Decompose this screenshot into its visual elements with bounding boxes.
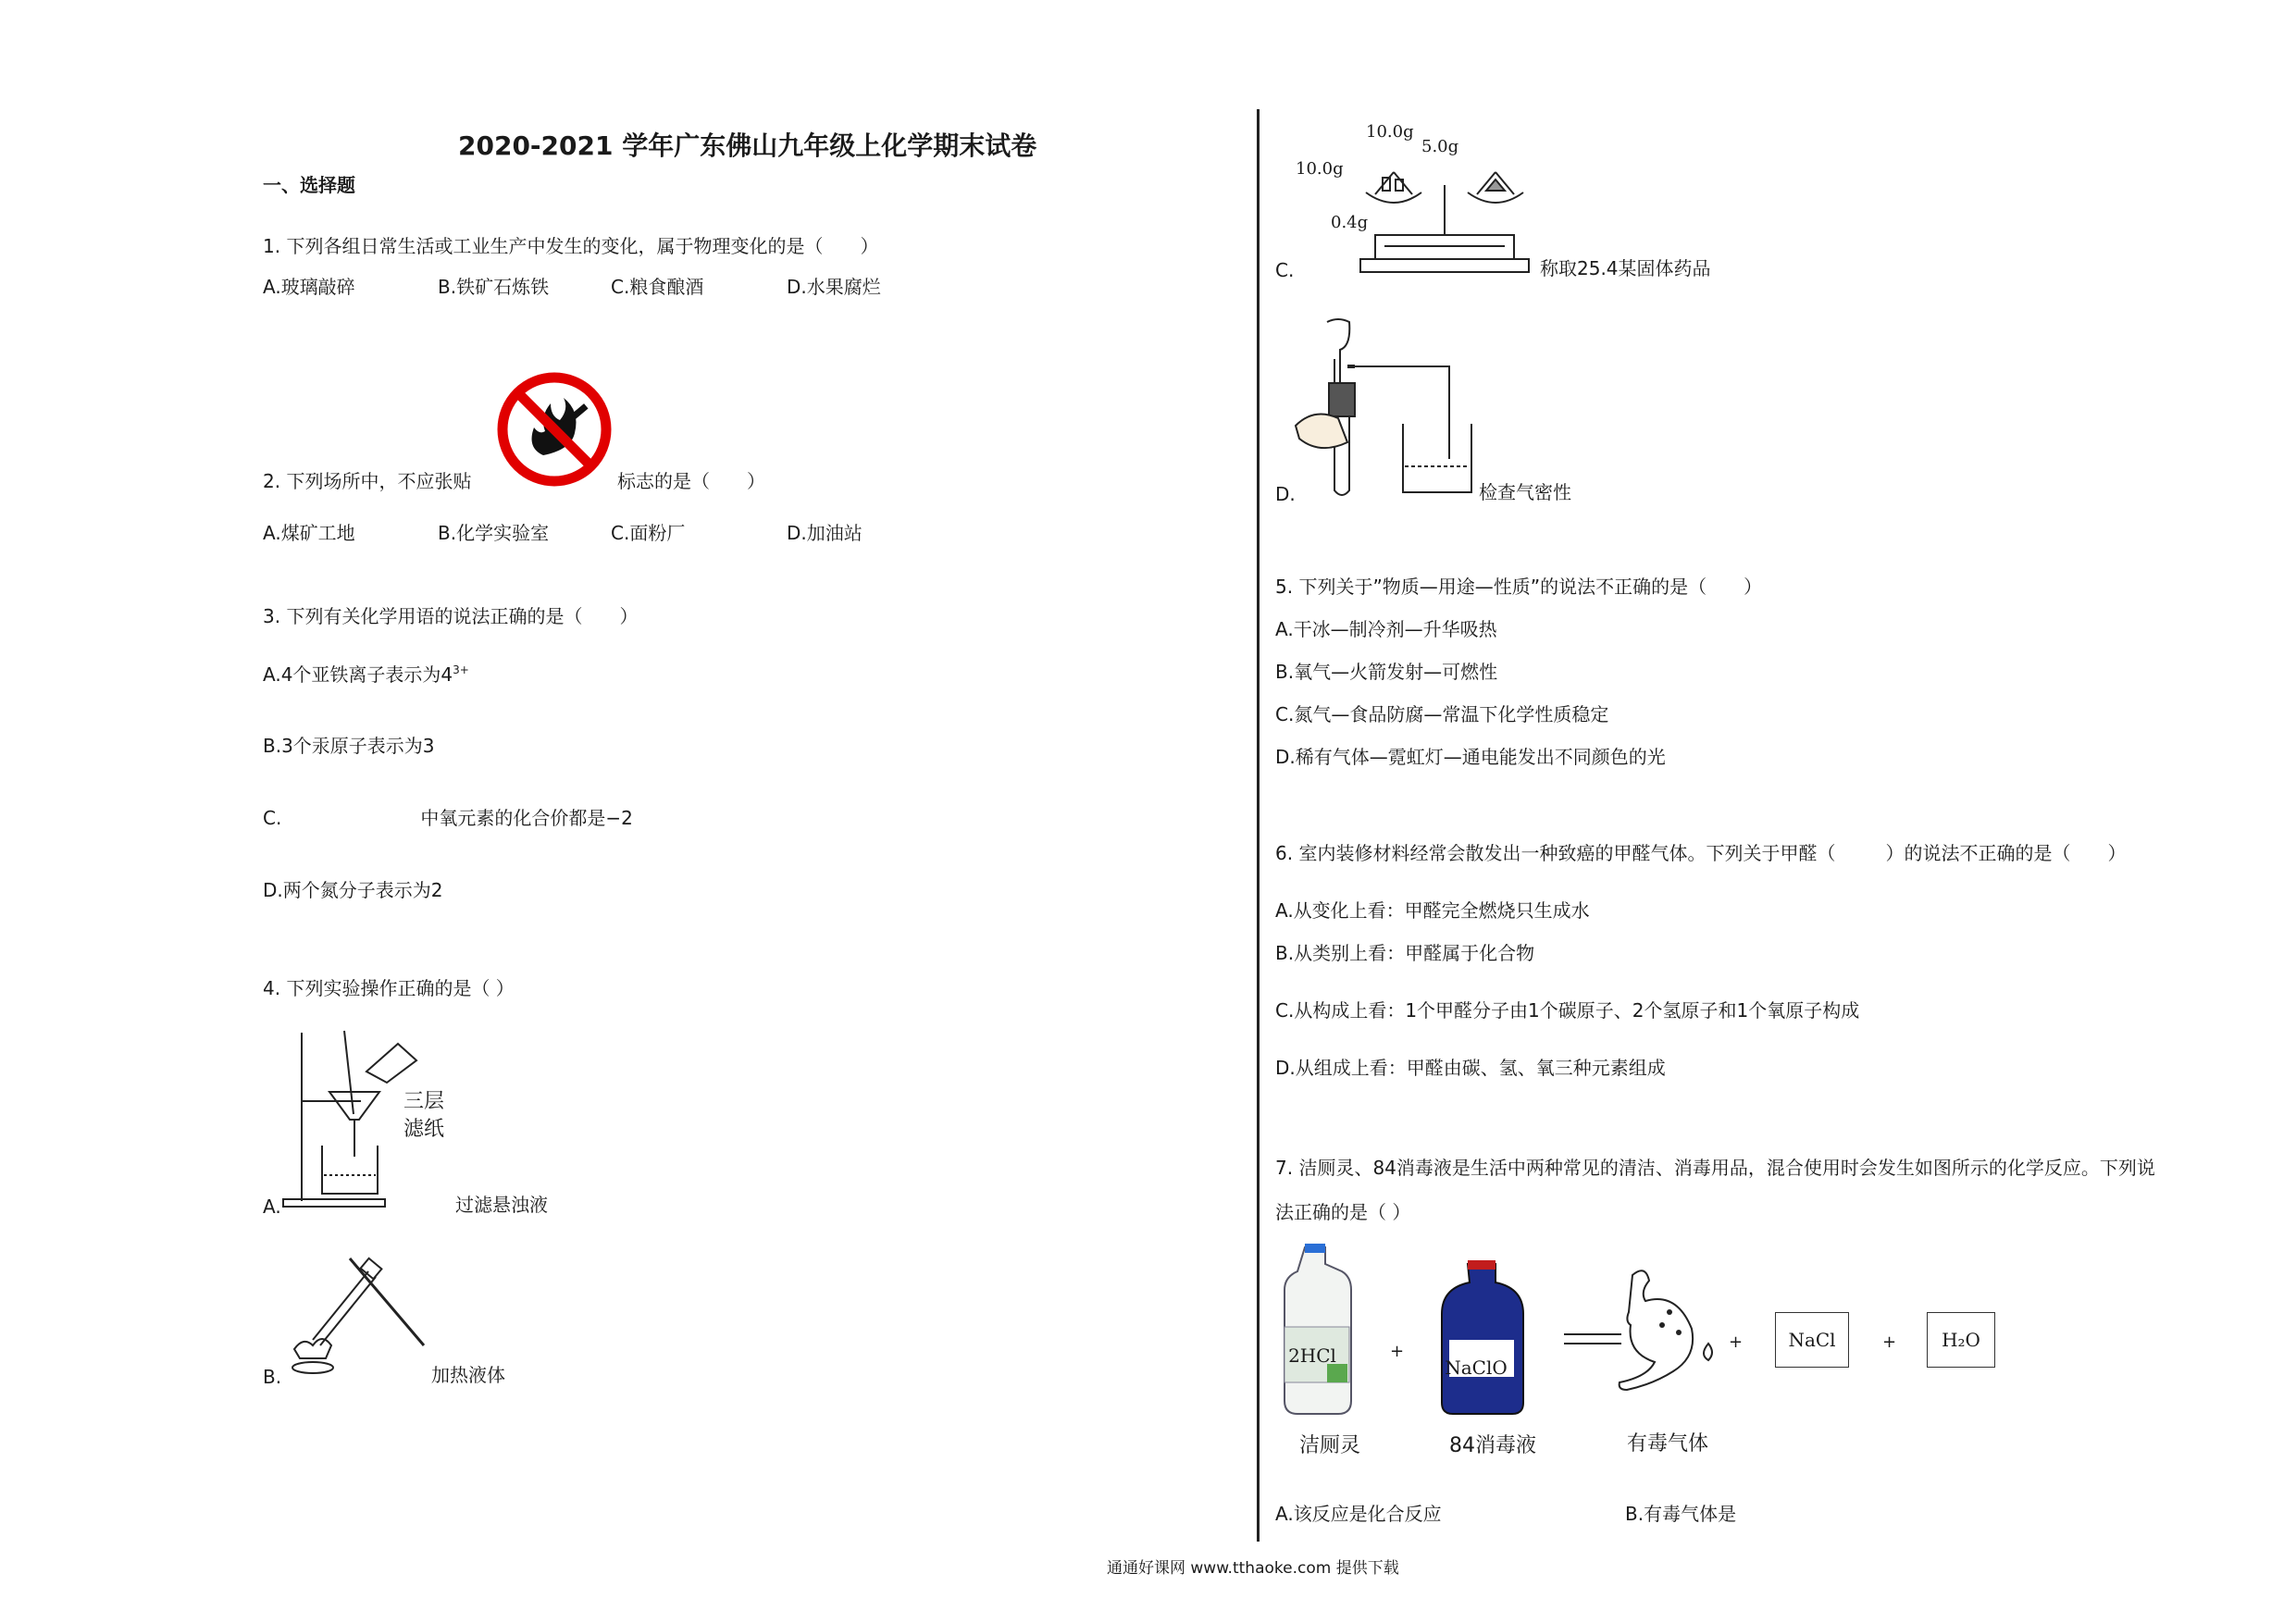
- q5-stem: 5. 下列关于”物质—用途—性质”的说法不正确的是（ ）: [1275, 576, 1763, 598]
- q2-option-b: B.化学实验室: [438, 522, 550, 544]
- page-footer: 通通好课网 www.tthaoke.com 提供下载: [1107, 1559, 1399, 1578]
- q1-option-c: C.粮食酿酒: [611, 276, 704, 298]
- q4-a-letter: A.: [263, 1196, 281, 1218]
- q6-stem-a: 6. 室内装修材料经常会散发出一种致癌的甲醛气体。下列关于甲醛（: [1275, 842, 1836, 864]
- q5-option-c: C.氮气—食品防腐—常温下化学性质稳定: [1275, 703, 1609, 725]
- q4-c-weight-3: 10.0g: [1296, 159, 1344, 179]
- q6-option-a: A.从变化上看：甲醛完全燃烧只生成水: [1275, 899, 1590, 922]
- q7-stem-line-1: 7. 洁厕灵、84消毒液是生活中两种常见的清洁、消毒用品，混合使用时会发生如图所示的化学反应。下列说: [1275, 1157, 2155, 1179]
- q1-stem: 1. 下列各组日常生活或工业生产中发生的变化，属于物理变化的是（ ）: [263, 235, 879, 257]
- q2-option-d: D.加油站: [787, 522, 863, 544]
- reactant-hcl-label: 2HCl: [1288, 1344, 1336, 1367]
- disinfectant-bottle-icon: [1440, 1260, 1525, 1418]
- q4-b-letter: B.: [263, 1366, 282, 1388]
- q4-c-letter: C.: [1275, 259, 1295, 281]
- bottle2-caption: 84消毒液: [1449, 1434, 1536, 1457]
- q4-d-letter: D.: [1275, 483, 1296, 505]
- plus-sign-2: +: [1729, 1332, 1744, 1352]
- q2-stem-a: 2. 下列场所中，不应张贴: [263, 470, 472, 492]
- q2-stem-b: 标志的是（ ）: [617, 470, 765, 492]
- q3-option-c: [263, 809, 633, 827]
- product-water-box: H₂O: [1927, 1312, 1995, 1368]
- q3-option-b: B.3个汞原子表示为3: [263, 735, 435, 757]
- q4-a-label-2: 滤纸: [403, 1118, 445, 1141]
- q6-option-d: D.从组成上看：甲醛由碳、氢、氧三种元素组成: [1275, 1057, 1666, 1079]
- q3-stem: 3. 下列有关化学用语的说法正确的是（ ）: [263, 605, 639, 627]
- q7-option-b: B.有毒气体是: [1625, 1503, 1737, 1525]
- q2-option-c: C.面粉厂: [611, 522, 686, 544]
- q5-option-b: B.氧气—火箭发射—可燃性: [1275, 661, 1498, 683]
- q3-option-d: D.两个氮分子表示为2: [263, 879, 443, 901]
- page-title: 2020-2021 学年广东佛山九年级上化学期末试卷: [458, 130, 1037, 161]
- q4-c-weight-4: 0.4g: [1331, 213, 1369, 232]
- q4-c-weight-2: 5.0g: [1421, 137, 1459, 156]
- q5-option-a: A.干冰—制冷剂—升华吸热: [1275, 618, 1497, 640]
- q4-d-caption: 检查气密性: [1479, 481, 1571, 503]
- q3-option-c-prefix: C.: [263, 807, 282, 829]
- q6-option-c: C.从构成上看：1个甲醛分子由1个碳原子、2个氢原子和1个氧原子构成: [1275, 999, 1860, 1022]
- airtightness-check-icon: [1292, 315, 1477, 500]
- toilet-cleaner-bottle-icon: [1281, 1244, 1355, 1419]
- q4-c-caption: 称取25.4某固体药品: [1540, 257, 1711, 279]
- bottle1-caption: 洁厕灵: [1299, 1434, 1361, 1457]
- q1-option-b: B.铁矿石炼铁: [438, 276, 550, 298]
- q4-stem: 4. 下列实验操作正确的是（ ）: [263, 977, 515, 999]
- q4-b-caption: 加热液体: [431, 1364, 505, 1386]
- q6-option-b: B.从类别上看：甲醛属于化合物: [1275, 942, 1535, 964]
- q4-a-caption: 过滤悬浊液: [455, 1194, 548, 1216]
- q5-option-d: D.稀有气体—霓虹灯—通电能发出不同颜色的光: [1275, 746, 1666, 768]
- q1-option-d: D.水果腐烂: [787, 276, 881, 298]
- q3-option-a-charge: 3+: [453, 663, 469, 676]
- reactant-naclo-label: NaClO: [1445, 1357, 1508, 1379]
- section-heading: 一、选择题: [263, 174, 355, 196]
- q3-option-c-suffix: 中氧元素的化合价都是−2: [420, 807, 633, 829]
- q7-option-a: A.该反应是化合反应: [1275, 1503, 1442, 1525]
- q3-option-a-text: A.4个亚铁离子表示为4: [263, 663, 453, 686]
- product-nacl-box: NaCl: [1775, 1312, 1849, 1368]
- plus-sign-1: +: [1390, 1342, 1405, 1361]
- q6-stem-b: ）的说法不正确的是（ ）: [1885, 842, 2127, 864]
- gas-caption: 有毒气体: [1627, 1432, 1709, 1456]
- q1-option-a: A.玻璃敲碎: [263, 276, 355, 298]
- q6-stem: [1275, 844, 2126, 862]
- toxic-gas-icon: [1612, 1264, 1723, 1394]
- no-fire-sign-icon: [495, 370, 614, 489]
- column-divider: [1257, 109, 1260, 1542]
- q3-option-a: [263, 664, 469, 684]
- q7-stem-line-2: 法正确的是（ ）: [1275, 1201, 1411, 1223]
- q4-c-weight-1: 10.0g: [1366, 122, 1414, 142]
- q4-a-label-1: 三层: [403, 1090, 445, 1113]
- plus-sign-3: +: [1882, 1332, 1897, 1352]
- q2-option-a: A.煤矿工地: [263, 522, 355, 544]
- heating-liquid-icon: [285, 1249, 433, 1379]
- balance-scale-icon: [1357, 139, 1542, 278]
